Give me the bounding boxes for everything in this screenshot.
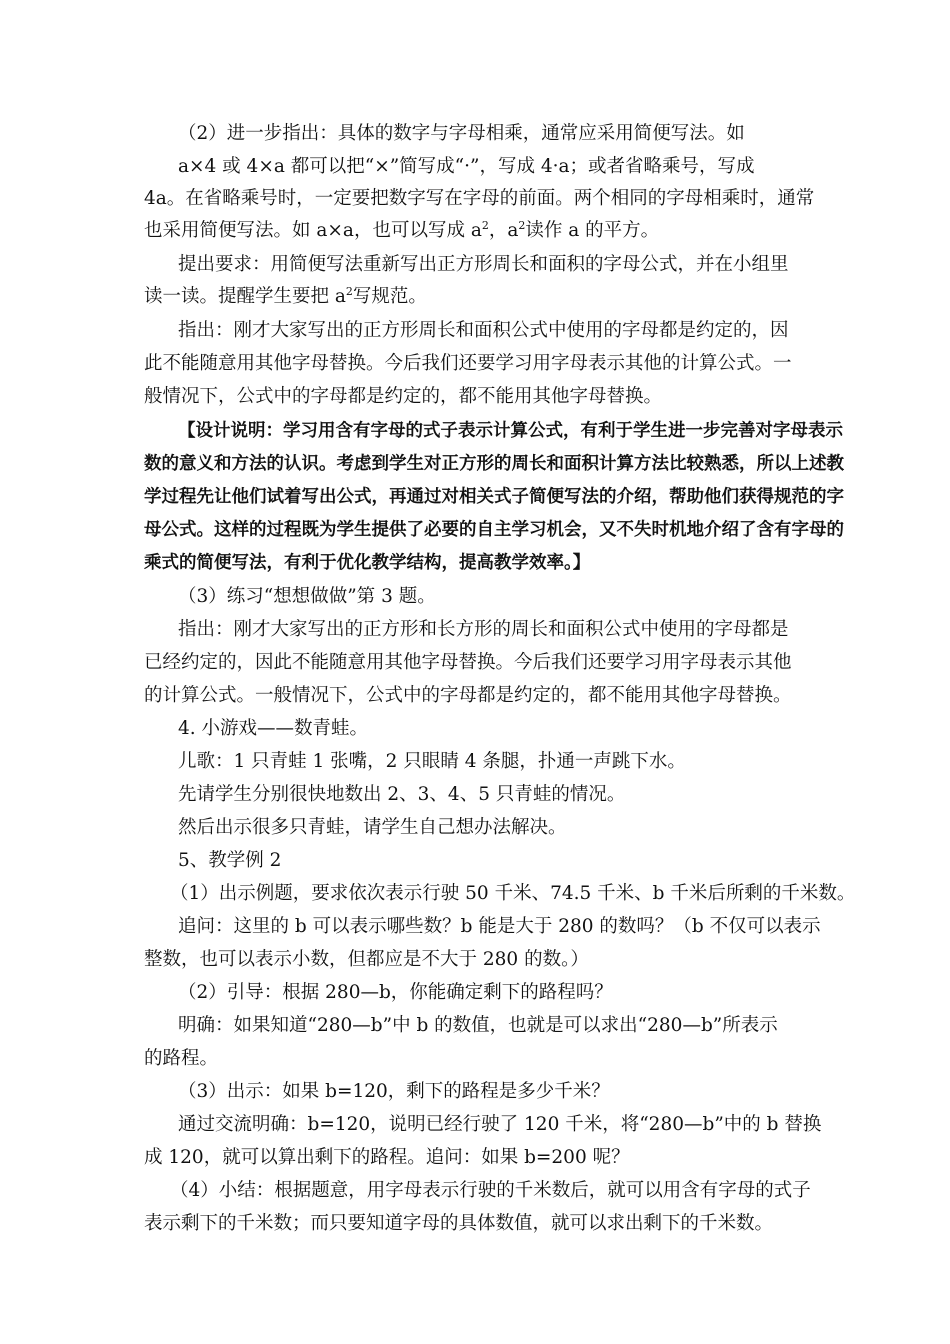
text-line: （3）出示：如果 b=120，剩下的路程是多少千米？ [178, 1081, 610, 1102]
text-line: a×4 或 4×a 都可以把“×”简写成“·”，写成 4·a；或者省略乘号，写成 [178, 156, 755, 177]
design-note-line: 学过程先让他们试着写出公式，再通过对相关式子简便写法的介绍，帮助他们获得规范的字 [144, 487, 844, 507]
section-heading: 4. 小游戏——数青蛙。 [178, 718, 369, 739]
text-line: 提出要求：用简便写法重新写出正方形周长和面积的字母公式，并在小组里 [178, 254, 789, 275]
text-line: 4a。在省略乘号时，一定要把数字写在字母的前面。两个相同的字母相乘时，通常 [144, 188, 815, 209]
text-line: 的计算公式。一般情况下，公式中的字母都是约定的，都不能用其他字母替换。 [144, 685, 792, 706]
design-note-line: 母公式。这样的过程既为学生提供了必要的自主学习机会，又不失时机地介绍了含有字母的 [144, 520, 844, 540]
section-heading: 5、教学例 2 [178, 850, 282, 871]
design-note-line: 【设计说明：学习用含有字母的式子表示计算公式，有利于学生进一步完善对字母表示 [178, 421, 843, 441]
text-line: （3）练习“想想做做”第 3 题。 [178, 586, 436, 607]
design-note-line: 数的意义和方法的认识。考虑到学生对正方形的周长和面积计算方法比较熟悉，所以上述教 [144, 454, 844, 474]
text-line: （1）出示例题，要求依次表示行驶 50 千米、74.5 千米、b 千米后所剩的千米数。 [170, 883, 856, 904]
text-line: 儿歌：1 只青蛙 1 张嘴，2 只眼睛 4 条腿，扑通一声跳下水。 [178, 751, 686, 772]
text-line: 明确：如果知道“280—b”中 b 的数值，也就是可以求出“280—b”所表示 [178, 1015, 778, 1036]
text-line: 追问：这里的 b 可以表示哪些数？b 能是大于 280 的数吗？（b 不仅可以表示 [178, 916, 821, 937]
text-line: 先请学生分别很快地数出 2、3、4、5 只青蛙的情况。 [178, 784, 626, 805]
design-note-line: 乘式的简便写法，有利于优化教学结构，提高教学效率。】 [144, 553, 591, 573]
text-line: 成 120，就可以算出剩下的路程。追问：如果 b=200 呢？ [144, 1147, 630, 1168]
text-line: （2）进一步指出：具体的数字与字母相乘，通常应采用简便写法。如 [178, 123, 745, 144]
text-line: 读一读。提醒学生要把 $a^2$写规范。 [144, 285, 427, 307]
text-line: 指出：刚才大家写出的正方形和长方形的周长和面积公式中使用的字母都是 [178, 619, 789, 640]
text-line: （4）小结：根据题意，用字母表示行驶的千米数后，就可以用含有字母的式子 [170, 1180, 811, 1201]
text-line: 通过交流明确：b=120，说明已经行驶了 120 千米，将“280—b”中的 b 替换 [178, 1114, 822, 1135]
text-line: 此不能随意用其他字母替换。今后我们还要学习用字母表示其他的计算公式。一 [144, 353, 792, 374]
text-line: 指出：刚才大家写出的正方形周长和面积公式中使用的字母都是约定的，因 [178, 320, 789, 341]
text-line: 的路程。 [144, 1048, 219, 1069]
text-line: 也采用简便写法。如 a×a，也可以写成 $a^2$，$a^2$读作 a 的平方。 [144, 219, 660, 241]
text-line: 整数，也可以表示小数，但都应是不大于 280 的数。） [144, 949, 589, 970]
text-line: 已经约定的，因此不能随意用其他字母替换。今后我们还要学习用字母表示其他 [144, 652, 792, 673]
text-line: （2）引导：根据 280—b，你能确定剩下的路程吗？ [178, 982, 613, 1003]
text-line: 般情况下，公式中的字母都是约定的，都不能用其他字母替换。 [144, 386, 663, 407]
text-line: 然后出示很多只青蛙，请学生自己想办法解决。 [178, 817, 567, 838]
text-line: 表示剩下的千米数；而只要知道字母的具体数值，就可以求出剩下的千米数。 [144, 1213, 774, 1234]
